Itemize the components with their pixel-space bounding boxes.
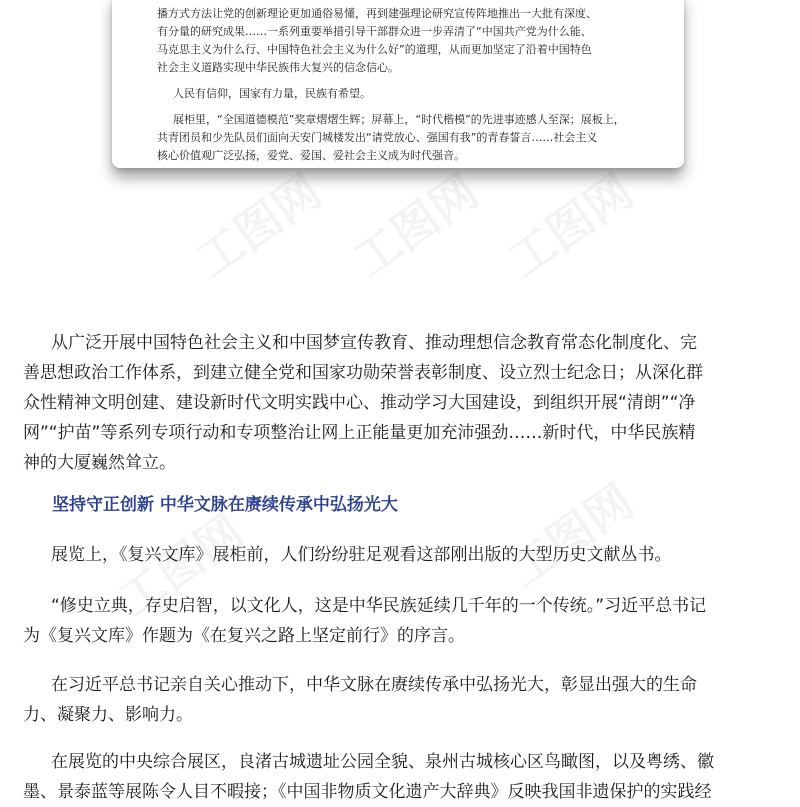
watermark-3: 工图网 bbox=[498, 163, 643, 288]
text-line: 神的大厦巍然耸立。 bbox=[23, 453, 176, 473]
card-line: 人民有信仰，国家有力量，民族有希望。 bbox=[173, 87, 371, 100]
text-line: 展览上，《复兴文库》展柜前，人们纷纷驻足观看这部刚出版的大型历史文献丛书。 bbox=[51, 545, 672, 565]
card-line: 马克思主义为什么行、中国特色社会主义为什么好”的道理，从而更加坚定了沿着中国特色 bbox=[157, 43, 592, 56]
card-line: 播方式方法让党的创新理论更加通俗易懂，再到建强理论研究宣传阵地推出一大批有深度、 bbox=[157, 7, 597, 20]
paragraph-1 bbox=[23, 328, 780, 478]
watermark-4: 工图网 bbox=[108, 503, 253, 628]
text-line: 善思想政治工作体系，到建立健全党和国家功勋荣誉表彰制度、设立烈士纪念日；从深化群 bbox=[23, 363, 703, 383]
card-line: 核心价值观广泛弘扬，爱党、爱国、爱社会主义成为时代强音。 bbox=[157, 149, 465, 162]
text-line: 墨、景泰蓝等展陈令人目不暇接；《中国非物质文化遗产大辞典》反映我国非遗保护的实践经 bbox=[23, 782, 712, 802]
quoted-article-card bbox=[112, 0, 684, 168]
watermark-1: 工图网 bbox=[186, 163, 331, 288]
paragraph-3 bbox=[23, 591, 780, 651]
watermark-2: 工图网 bbox=[343, 163, 488, 288]
card-line: 有分量的研究成果……一系列重要举措引导干部群众进一步弄清了“中国共产党为什么能、 bbox=[157, 25, 592, 38]
card-line: 展柜里，“全国道德模范”奖章熠熠生辉；屏幕上，“时代楷模”的先进事迹感人至深；展板上， bbox=[173, 113, 625, 126]
watermark-5: 工图网 bbox=[498, 473, 643, 598]
text-line: “修史立典，存史启智，以文化人，这是中华民族延续几千年的一个传统。”习近平总书记 bbox=[51, 596, 707, 616]
text-line: 在展览的中央综合展区，良渚古城遗址公园全貌、泉州古城核心区鸟瞰图，以及粤绣、徽 bbox=[51, 752, 714, 772]
text-line: 众性精神文明创建、建设新时代文明实践中心、推动学习大国建设，到组织开展“清朗”“净 bbox=[23, 393, 696, 413]
card-line: 共青团员和少先队员们面向天安门城楼发出“请党放心、强国有我”的青春誓言……社会主义 bbox=[157, 131, 598, 144]
text-line: 网”“护苗”等系列专项行动和专项整治让网上正能量更加充沛强劲……新时代，中华民族精 bbox=[23, 423, 696, 443]
text-line: 力、凝聚力、影响力。 bbox=[23, 705, 193, 725]
paragraph-4 bbox=[23, 670, 780, 730]
text-line: 在习近平总书记亲自关心推动下，中华文脉在赓续传承中弘扬光大，彰显出强大的生命 bbox=[51, 675, 697, 695]
text-line: 从广泛开展中国特色社会主义和中国梦宣传教育、推动理想信念教育常态化制度化、完 bbox=[51, 333, 697, 353]
text-line: 为《复兴文库》作题为《在复兴之路上坚定前行》的序言。 bbox=[23, 626, 465, 646]
section-heading: 坚持守正创新 中华文脉在赓续传承中弘扬光大 bbox=[52, 495, 398, 515]
card-line: 社会主义道路实现中华民族伟大复兴的信念信心。 bbox=[157, 61, 399, 74]
paragraph-2 bbox=[23, 540, 780, 570]
paragraph-5 bbox=[23, 747, 780, 807]
